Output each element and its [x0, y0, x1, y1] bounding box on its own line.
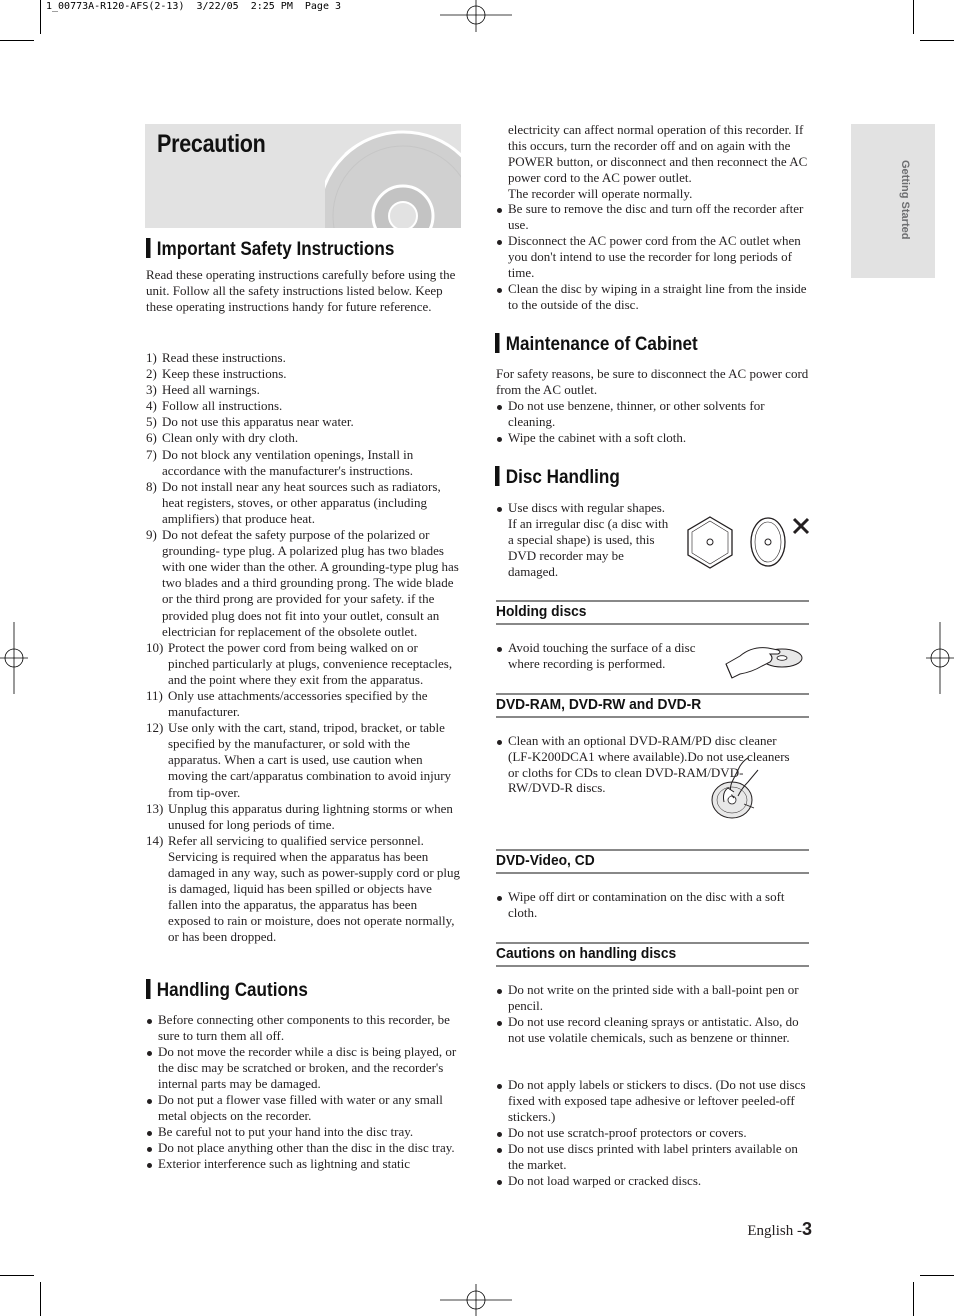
- print-header: 1_00773A-R120-AFS(2-13) 3/22/05 2:25 PM Page 3: [46, 1, 342, 12]
- list-item: 3) Heed all warnings.: [146, 382, 260, 398]
- list-item: Do not use record cleaning sprays or antistatic. Also, do not use volatile chemicals, such as benzene or thinner.: [496, 1014, 810, 1046]
- subheading-holding: Holding discs: [496, 600, 809, 625]
- list-item: 9) Do not defeat the safety purpose of the polarized or grounding- type plug. A polarized plug has two blades with one wider than the other. A grounding-type plug has two blades and a third grounding prong. The wide blade or the third prong are provided for your safety. if the provided plug does not fit into your outlet, consult an electrician for replacement of the obsolete outlet.: [146, 527, 459, 639]
- registration-mark-icon: [926, 622, 954, 694]
- list-item: Do not use discs printed with label printers available on the market.: [496, 1141, 810, 1173]
- registration-mark-icon: [440, 1284, 512, 1316]
- page-title: Precaution: [157, 130, 266, 158]
- list-item: Do not place anything other than the disc in the disc tray.: [146, 1140, 462, 1156]
- subheading-dvdram: DVD-RAM, DVD-RW and DVD-R: [496, 693, 809, 718]
- list-item: Use discs with regular shapes. If an irregular disc (a disc with a special shape) is used, this DVD recorder may be damaged.: [496, 500, 674, 580]
- holding-list: [496, 640, 706, 672]
- page-number: English -3: [747, 1219, 812, 1239]
- registration-mark-icon: [440, 0, 512, 32]
- list-item: Avoid touching the surface of a disc where recording is performed.: [496, 640, 706, 672]
- crop-mark: [920, 1275, 954, 1276]
- section-heading-cabinet: Maintenance of Cabinet: [495, 333, 698, 356]
- crop-mark: [913, 0, 914, 34]
- crop-mark: [0, 1275, 34, 1276]
- crop-mark: [40, 1282, 41, 1316]
- section-heading-disc: Disc Handling: [495, 466, 620, 489]
- list-item: Do not apply labels or stickers to discs. (Do not use discs fixed with exposed tape adhesive or leftover peeled-off stickers.): [496, 1077, 810, 1125]
- crop-mark: [913, 1282, 914, 1316]
- list-item: Do not use benzene, thinner, or other solvents for cleaning.: [496, 398, 810, 430]
- handling-list: [146, 1012, 462, 1172]
- side-tab: [851, 124, 935, 278]
- list-item: 4) Follow all instructions.: [146, 398, 283, 414]
- title-banner: [145, 124, 461, 228]
- hand-holding-disc-icon: [722, 638, 812, 680]
- disc-watermark-icon: [325, 124, 461, 228]
- list-item: Wipe off dirt or contamination on the disc with a soft cloth.: [496, 889, 810, 921]
- handling-continuation: electricity can affect normal operation of this recorder. If this occurs, turn the recorder off and on again with the POWER button, or disconnect and then reconnect the AC power cord to the AC power outlet. The recorder will operate normally.: [508, 122, 808, 201]
- registration-mark-icon: [0, 622, 28, 694]
- disc-cleaning-icon: [704, 752, 768, 824]
- dvdvideo-list: [496, 889, 810, 921]
- list-item: Wipe the cabinet with a soft cloth.: [496, 430, 810, 446]
- list-item: 14) Refer all servicing to qualified service personnel. Servicing is required when the apparatus has been damaged in any way, such as power-supply cord or plug is damaged, liquid has been spilled or objects have fallen into the apparatus, the apparatus has been exposed to rain or moisture, does not operate normally, or has been dropped.: [146, 832, 461, 945]
- list-item: Do not put a flower vase filled with water or any small metal objects on the recorder.: [146, 1092, 462, 1124]
- list-item: 6) Clean only with dry cloth.: [146, 430, 299, 446]
- cabinet-list: [496, 398, 810, 446]
- crop-mark: [0, 40, 34, 41]
- heading-bar: [495, 466, 500, 486]
- disc-shape-list: [496, 500, 674, 580]
- crop-mark: [920, 40, 954, 41]
- safety-list: [146, 350, 462, 945]
- section-heading-handling: Handling Cautions: [146, 979, 308, 1002]
- heading-bar: [146, 979, 151, 999]
- list-item: 12) Use only with the cart, stand, tripod, bracket, or table specified by the manufacturer, or sold with the apparatus. When a cart is used, use caution when moving the cart/apparatus combination to avoid injury from tip-over.: [146, 720, 452, 800]
- list-item: 13) Unplug this apparatus during lightning storms or when unused for long periods of time.: [146, 800, 453, 832]
- list-item: Exterior interference such as lightning and static: [146, 1156, 462, 1172]
- list-item: Do not use scratch-proof protectors or covers.: [496, 1125, 810, 1141]
- list-item: Do not move the recorder while a disc is being played, or the disc may be scratched or broken, and the recorder's internal parts may be damaged.: [146, 1044, 462, 1092]
- cautions-list-continued: [496, 1077, 810, 1189]
- heading-bar: [495, 333, 500, 353]
- list-item: Be careful not to put your hand into the disc tray.: [146, 1124, 462, 1140]
- list-item: 5) Do not use this apparatus near water.: [146, 414, 354, 430]
- subheading-cautions: Cautions on handling discs: [496, 942, 809, 967]
- list-item: 7) Do not block any ventilation openings, Install in accordance with the manufacturer's instructions.: [146, 446, 414, 478]
- list-item: 1) Read these instructions.: [146, 350, 286, 365]
- list-item: Do not load warped or cracked discs.: [496, 1173, 810, 1189]
- irregular-disc-icon: [686, 515, 812, 571]
- list-item: 8) Do not install near any heat sources such as radiators, heat registers, stoves, or other apparatus (including amplifiers) that produce heat.: [146, 478, 441, 526]
- heading-bar: [146, 238, 151, 258]
- safety-intro: Read these operating instructions carefully before using the unit. Follow all the safety instructions listed below. Keep these operating instructions handy for future reference.: [146, 267, 456, 314]
- side-tab-label: Getting Started: [899, 160, 911, 240]
- list-item: Before connecting other components to this recorder, be sure to turn them all off.: [146, 1012, 462, 1044]
- subheading-dvdvideo: DVD-Video, CD: [496, 849, 809, 874]
- list-item: 2) Keep these instructions.: [146, 366, 287, 382]
- cabinet-intro: For safety reasons, be sure to disconnect the AC power cord from the AC outlet.: [496, 366, 809, 397]
- list-item: Be sure to remove the disc and turn off the recorder after use.: [496, 201, 810, 233]
- list-item: 10) Protect the power cord from being walked on or pinched particularly at plugs, convenience receptacles, and the point where they exit from the apparatus.: [146, 639, 453, 687]
- crop-mark: [40, 0, 41, 34]
- list-item: Clean with an optional DVD-RAM/PD disc cleaner (LF-K200DCA1 where available).Do not use cleaners or cloths for CDs to clean DVD-RAM/DVD-RW/DVD-R discs.: [496, 733, 792, 796]
- list-item: 11) Only use attachments/accessories specified by the manufacturer.: [146, 687, 428, 720]
- list-item: Do not write on the printed side with a ball-point pen or pencil.: [496, 982, 810, 1014]
- section-heading-safety: Important Safety Instructions: [146, 238, 394, 261]
- cautions-list: [496, 982, 810, 1046]
- list-item: Clean the disc by wiping in a straight line from the inside to the outside of the disc.: [496, 281, 810, 313]
- handling-list-continued: [496, 201, 810, 313]
- list-item: Disconnect the AC power cord from the AC outlet when you don't intend to use the recorder for long periods of time.: [496, 233, 810, 281]
